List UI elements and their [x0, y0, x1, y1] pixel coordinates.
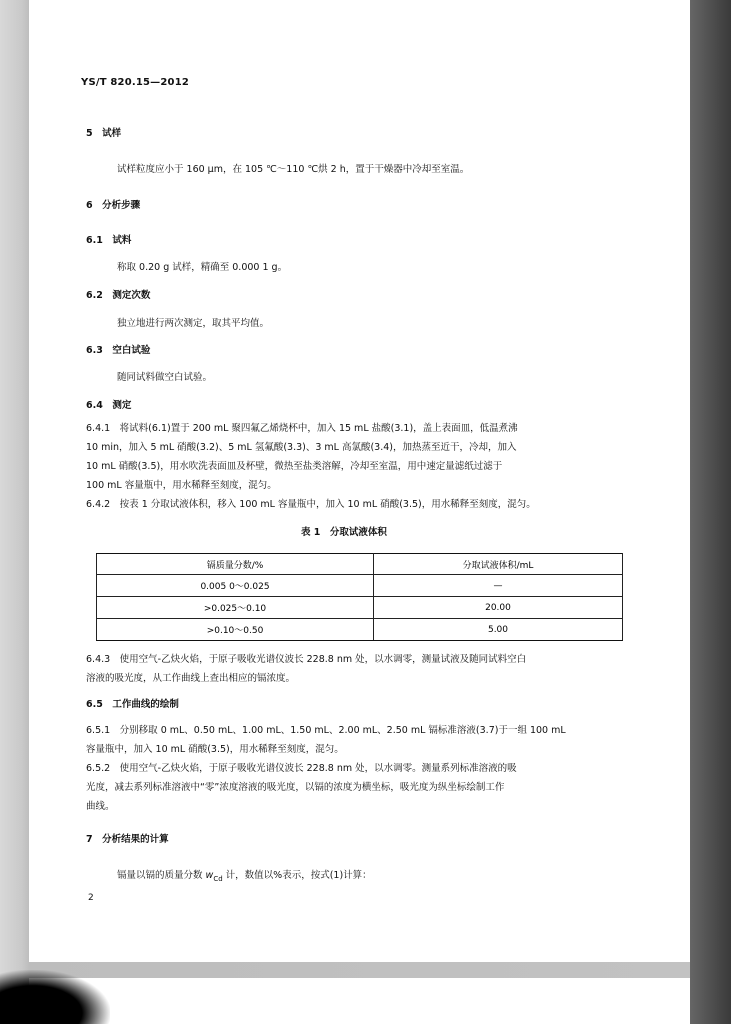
table-cell: 0.005 0～0.025: [97, 575, 374, 597]
table-header-cell: 镉质量分数/%: [97, 554, 374, 575]
page-number: 2: [88, 893, 94, 903]
section-6-5-2-line-3: 曲线。: [86, 801, 115, 812]
volume-table: [96, 553, 623, 641]
scanner-edge: [690, 0, 731, 1024]
section-6-5-2-line-1: 6.5.2 使用空气-乙炔火焰，于原子吸收光谱仪波长 228.8 nm 处，以水调零。测量系列标准溶液的吸: [86, 763, 517, 774]
section-6-5-1-line-2: 容量瓶中，加入 10 mL 硝酸(3.5)，用水稀释至刻度，混匀。: [86, 744, 344, 755]
scan-smear: [0, 970, 110, 1024]
section-6-4-1-line-1: 6.4.1 将试料(6.1)置于 200 mL 聚四氟乙烯烧杯中，加入 15 mL 盐酸(3.1)，盖上表面皿，低温煮沸: [86, 423, 518, 434]
standard-code: YS/T 820.15—2012: [81, 77, 190, 88]
section-5-text: 试样粒度应小于 160 μm，在 105 ℃～110 ℃烘 2 h，置于干燥器中冷却至室温。: [117, 164, 470, 175]
table-header-cell: 分取试液体积/mL: [374, 554, 623, 575]
section-6-4-1-line-2: 10 min，加入 5 mL 硝酸(3.2)、5 mL 氢氟酸(3.3)、3 mL 高氯酸(3.4)，加热蒸至近干，冷却，加入: [86, 442, 517, 453]
table-cell: >0.10～0.50: [97, 619, 374, 641]
table-row: [97, 597, 623, 619]
section-6-4-2: 6.4.2 按表 1 分取试液体积，移入 100 mL 容量瓶中，加入 10 mL 硝酸(3.5)，用水稀释至刻度，混匀。: [86, 499, 536, 510]
section-6-4-3-line-1: 6.4.3 使用空气-乙炔火焰，于原子吸收光谱仪波长 228.8 nm 处，以水调零，测量试液及随同试料空白: [86, 654, 527, 665]
symbol-sub-cd: Cd: [213, 874, 223, 883]
section-7-text-b: 计，数值以%表示，按式(1)计算：: [222, 870, 372, 881]
section-6-4-3-line-2: 溶液的吸光度，从工作曲线上查出相应的镉浓度。: [86, 673, 296, 684]
table-row: [97, 575, 623, 597]
section-6-4-title: 6.4 测定: [86, 400, 132, 411]
symbol-w: w: [205, 870, 214, 881]
section-6-1-text: 称取 0.20 g 试样，精确至 0.000 1 g。: [117, 262, 288, 273]
table-cell: 5.00: [374, 619, 623, 641]
table-caption: 表 1 分取试液体积: [301, 527, 387, 538]
table-row: [97, 619, 623, 641]
section-6-4-1-line-4: 100 mL 容量瓶中，用水稀释至刻度，混匀。: [86, 480, 277, 491]
document-page: [29, 0, 690, 962]
section-6-3-text: 随同试料做空白试验。: [117, 372, 213, 383]
section-5-title: 5 试样: [86, 128, 122, 139]
next-page-edge: [29, 978, 690, 1024]
table-cell: 20.00: [374, 597, 623, 619]
section-6-5-1-line-1: 6.5.1 分别移取 0 mL、0.50 mL、1.00 mL、1.50 mL、2.00 mL、2.50 mL 镉标准溶液(3.7)于一组 100 mL: [86, 725, 566, 736]
table-header-row: [97, 554, 623, 575]
section-6-5-2-line-2: 光度，减去系列标准溶液中“零”浓度溶液的吸光度，以镉的浓度为横坐标，吸光度为纵坐标绘制工作: [86, 782, 505, 793]
section-7-title: 7 分析结果的计算: [86, 834, 169, 845]
section-6-4-1-line-3: 10 mL 硝酸(3.5)，用水吹洗表面皿及杯壁，微热至盐类溶解，冷却至室温，用中速定量滤纸过滤于: [86, 461, 503, 472]
section-7-text-a: 镉量以镉的质量分数: [117, 870, 206, 881]
section-6-2-text: 独立地进行两次测定，取其平均值。: [117, 318, 270, 329]
section-6-2-title: 6.2 测定次数: [86, 290, 151, 301]
section-6-3-title: 6.3 空白试验: [86, 345, 151, 356]
table-cell: —: [374, 575, 623, 597]
table-cell: >0.025～0.10: [97, 597, 374, 619]
section-6-title: 6 分析步骤: [86, 200, 141, 211]
section-6-1-title: 6.1 试料: [86, 235, 132, 246]
section-6-5-title: 6.5 工作曲线的绘制: [86, 699, 179, 710]
